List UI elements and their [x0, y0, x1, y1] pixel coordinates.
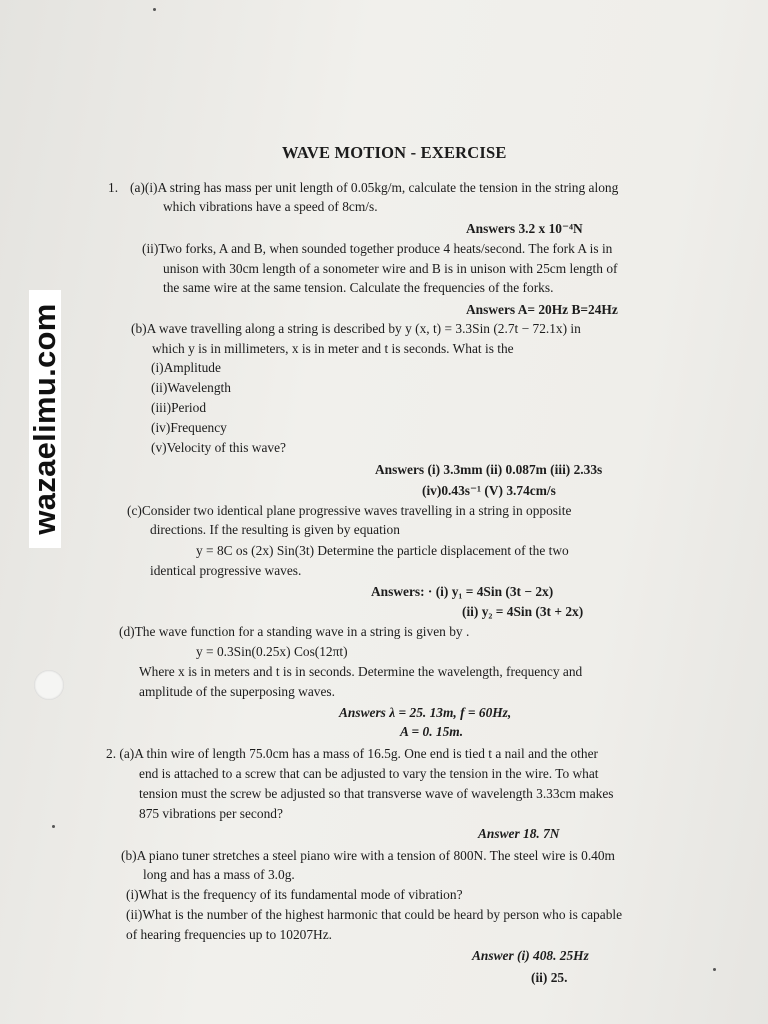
q2a-line3: tension must the screw be adjusted so that transverse wave of wavelength 3.33cm makes [139, 786, 614, 801]
watermark-banner [29, 290, 61, 548]
q2a-answer: Answer 18. 7N [478, 826, 560, 841]
scan-speck [52, 825, 55, 828]
q1d-answer-line1: Answers λ = 25. 13m, f = 60Hz, [339, 705, 512, 720]
q1a-ii-line1: (ii)Two forks, A and B, when sounded together produce 4 heats/second. The fork A is in [142, 241, 613, 256]
q2a-line4: 875 vibrations per second? [139, 806, 283, 821]
q1a-ii-answer: Answers A= 20Hz B=24Hz [466, 302, 618, 317]
q1b-line2: which y is in millimeters, x is in meter and t is seconds. What is the [152, 341, 514, 356]
q1a-ii-line3: the same wire at the same tension. Calculate the frequencies of the forks. [163, 280, 554, 295]
q1d-line4: amplitude of the superposing waves. [139, 684, 335, 699]
q1c-line1: (c)Consider two identical plane progressive waves travelling in a string in opposite [127, 503, 572, 518]
q1b-answer-line2: (iv)0.43s⁻¹ (V) 3.74cm/s [422, 483, 556, 498]
q1d-answer-line2: A = 0. 15m. [400, 724, 464, 739]
q1d-line1: (d)The wave function for a standing wave in a string is given by . [119, 624, 470, 639]
q1b-line1: (b)A wave travelling along a string is described by y (x, t) = 3.3Sin (2.7t − 72.1x) in [131, 321, 581, 336]
q1b-answer-line1: Answers (i) 3.3mm (ii) 0.087m (iii) 2.33s [375, 462, 603, 477]
q1d-line3: Where x is in meters and t is in seconds. Determine the wavelength, frequency and [139, 664, 583, 679]
punch-hole [34, 670, 64, 700]
page-title: WAVE MOTION - EXERCISE [282, 143, 507, 162]
q2a-line1: 2. (a)A thin wire of length 75.0cm has a mass of 16.5g. One end is tied t a nail and the other [106, 746, 598, 761]
scan-speck [713, 968, 716, 971]
q1a-i-answer: Answers 3.2 x 10⁻⁴N [466, 221, 583, 236]
q1a-i-line2: which vibrations have a speed of 8cm/s. [163, 199, 378, 214]
q1c-answer-line1: Answers: · (i) y₁ = 4Sin (3t − 2x) [371, 584, 554, 599]
q1c-line4: identical progressive waves. [150, 563, 302, 578]
q1d-equation: y = 0.3Sin(0.25x) Cos(12πt) [196, 644, 348, 659]
q1b-item-iii: (iii)Period [151, 400, 207, 415]
q1c-line2: directions. If the resulting is given by equation [150, 522, 400, 537]
q2b-line5: of hearing frequencies up to 10207Hz. [126, 927, 332, 942]
q2b-line1: (b)A piano tuner stretches a steel piano wire with a tension of 800N. The steel wire is 0.40m [121, 848, 615, 863]
q1b-item-v: (v)Velocity of this wave? [151, 440, 286, 455]
q1c-answer-line2: (ii) y₂ = 4Sin (3t + 2x) [462, 604, 584, 619]
q2a-line2: end is attached to a screw that can be adjusted to vary the tension in the wire. To what [139, 766, 599, 781]
q2b-line2: long and has a mass of 3.0g. [143, 867, 295, 882]
q1a-ii-line2: unison with 30cm length of a sonometer wire and B is in unison with 25cm length of [163, 261, 618, 276]
q2b-answer-line2: (ii) 25. [531, 970, 568, 985]
q1c-equation: y = 8C os (2x) Sin(3t) Determine the particle displacement of the two [196, 543, 569, 558]
q1a-i-line1: (a)(i)A string has mass per unit length of 0.05kg/m, calculate the tension in the string along [130, 180, 619, 195]
q1b-item-ii: (ii)Wavelength [151, 380, 231, 395]
watermark-text: wazaelimu.com [27, 303, 62, 535]
scan-speck [153, 8, 156, 11]
q2b-item-ii: (ii)What is the number of the highest harmonic that could be heard by person who is capable [126, 907, 623, 922]
q1b-item-i: (i)Amplitude [151, 360, 221, 375]
q1b-item-iv: (iv)Frequency [151, 420, 227, 435]
q1-number: 1. [108, 180, 119, 195]
q2b-answer-line1: Answer (i) 408. 25Hz [472, 948, 589, 963]
q2b-item-i: (i)What is the frequency of its fundamental mode of vibration? [126, 887, 463, 902]
